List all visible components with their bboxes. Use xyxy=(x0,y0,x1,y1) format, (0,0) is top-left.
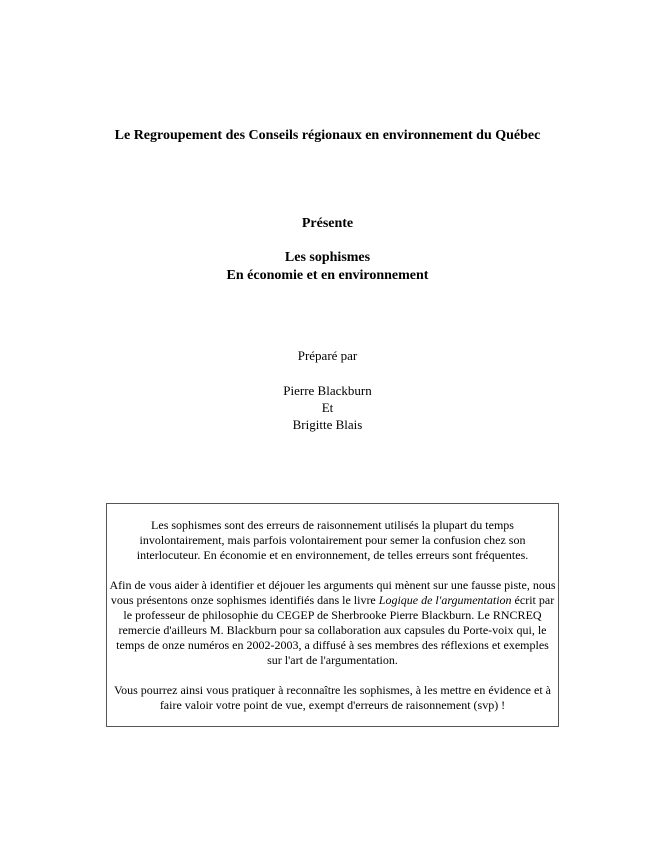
presents-heading: Présente xyxy=(301,216,354,231)
intro-paragraph-2-text-a: Afin de vous aider à identifier et déjouer les arguments qui mènent sur une fausse piste, nous vous présentons onze sophismes identifiés dans le livre xyxy=(109,578,556,607)
document-title-line1: Les sophismes xyxy=(284,250,371,265)
author-conjunction: Et xyxy=(321,400,334,415)
intro-paragraph-1: Les sophismes sont des erreurs de raisonnement utilisés la plupart du temps involontairement, mais parfois volontairement pour semer la confusion chez son interlocuteur. En économie et en environnement, de telles erreurs sont fréquentes. xyxy=(136,518,529,562)
intro-paragraph-2-text-b: écrit par le professeur de philosophie du CEGEP de Sherbrooke Pierre Blackburn. Le RNCREQ remercie d'ailleurs M. Blackburn pour sa collaboration aux capsules du Porte-voix qui, le temps de onze numéros en 2002-2003, a diffusé à ses membres des réflexions et exemples sur l'art de l'argumentation. xyxy=(116,593,555,667)
author-name-1: Pierre Blackburn xyxy=(283,383,372,398)
document-title-line2: En économie et en environnement xyxy=(226,268,429,283)
intro-box xyxy=(106,503,559,727)
intro-paragraph-2 xyxy=(109,578,556,668)
intro-paragraph-3: Vous pourrez ainsi vous pratiquer à reconnaître les sophismes, à les mettre en évidence et à faire valoir votre point de vue, exempt d'erreurs de raisonnement (svp) ! xyxy=(114,683,551,712)
author-name-2: Brigitte Blais xyxy=(292,417,363,432)
book-title: Logique de l'argumentation xyxy=(378,593,512,607)
organization-heading: Le Regroupement des Conseils régionaux en environnement du Québec xyxy=(114,128,541,143)
prepared-by-label: Préparé par xyxy=(297,348,358,363)
